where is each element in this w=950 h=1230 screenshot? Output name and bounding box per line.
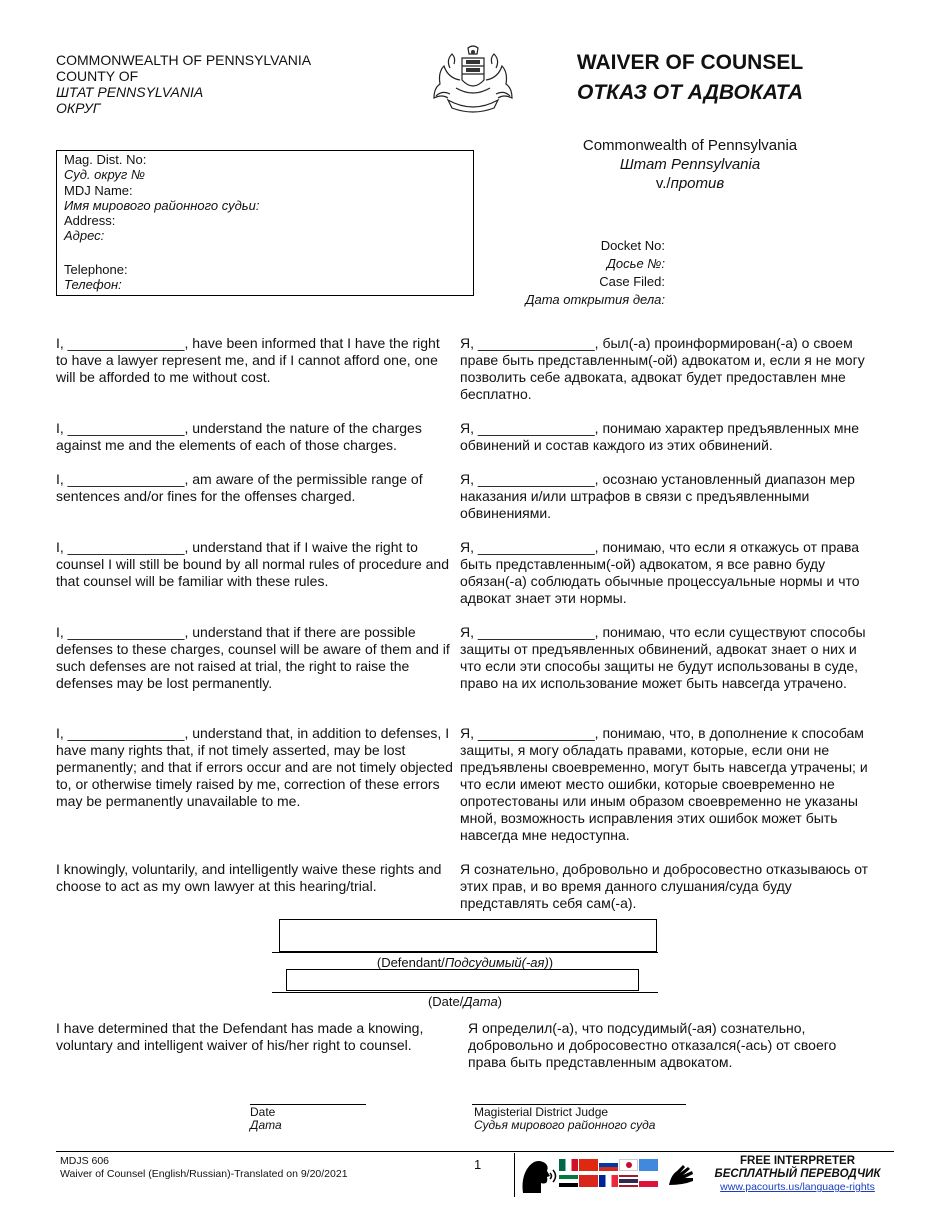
- flag-mexico-icon: [559, 1159, 578, 1171]
- date-field[interactable]: [286, 969, 639, 991]
- commonwealth-label-ru: ШТАТ PENNSYLVANIA: [56, 84, 204, 100]
- defendant-signature-field[interactable]: [279, 919, 657, 952]
- address-label: Address:: [64, 213, 116, 229]
- determination-text: I have determined that the Defendant has made a knowing, voluntary and intelligent waiver of his/her right to counsel.: [56, 1020, 424, 1053]
- form-title: WAIVER OF COUNSEL: [576, 51, 804, 74]
- caption-versus: v./против: [655, 175, 725, 192]
- paragraph-sentences: I, _______________, am aware of the permissible range of sentences and/or fines for the offenses charged.: [56, 471, 423, 504]
- interpreter-label: FREE INTERPRETER: [739, 1155, 855, 1167]
- paragraph-right-to-counsel: I, _______________, have been informed that I have the right to have a lawyer represent me, and if I cannot afford one, one will be afforded to me without cost.: [56, 335, 440, 385]
- caption-commonwealth-ru: Штат Pennsylvania: [619, 156, 761, 173]
- footer-divider: [56, 1151, 894, 1152]
- judge-label: Magisterial District Judge: [474, 1105, 609, 1119]
- judge-date-label: Date: [250, 1105, 276, 1119]
- docket-no-label: Docket No:: [600, 238, 665, 253]
- paragraph-rights-lost: I, _______________, understand that, in addition to defenses, I have many rights that, if not timely asserted, may be lost permanently; and that if errors occur and are not timely objected to, or otherwise timely raised by me, correction of these errors may be permanently unavailable to me.: [56, 725, 453, 809]
- flag-france-icon: [599, 1175, 618, 1187]
- paragraph-nature-of-charges-ru: Я, _______________, понимаю характер предъявленных мне обвинений и состав каждого из этих обвинений.: [460, 420, 860, 453]
- language-rights-link[interactable]: www.pacourts.us/language-rights: [720, 1181, 875, 1193]
- case-filed-label-ru: Дата открытия дела:: [525, 292, 665, 307]
- mdj-name-label: MDJ Name:: [64, 182, 133, 198]
- sign-language-icon: [665, 1159, 701, 1191]
- interpreter-info: [700, 1155, 895, 1194]
- form-number: MDJS 606: [60, 1155, 110, 1167]
- interpreter-label-ru: БЕСПЛАТНЫЙ ПЕРЕВОДЧИК: [714, 1168, 881, 1180]
- defendant-label: (Defendant/Подсудимый(-ая)): [376, 955, 554, 970]
- docket-info: [525, 237, 665, 309]
- telephone-label: Telephone:: [64, 261, 128, 277]
- flag-arabic-icon: [559, 1175, 578, 1187]
- determination-text-ru: Я определил(-а), что подсудимый(-ая) сознательно, добровольно и добросовестно отказался(-ась) от своего права быть представленным адвокатом.: [468, 1020, 837, 1070]
- paragraph-rules-of-procedure-ru: Я, _______________, понимаю, что если я откажусь от права быть представленным(-ой) адвокатом, я все равно буду обязан(-а) соблюдать обычные процессуальные нормы и что адвокат знает эти нормы.: [460, 539, 860, 606]
- paragraph-rules-of-procedure: I, _______________, understand that if I waive the right to counsel I will still be bound by all normal rules of procedure and that counsel will be familiar with these rules.: [56, 539, 449, 589]
- paragraph-defenses-ru: Я, _______________, понимаю, что если существуют способы защиты от предъявленных обвинений, адвокат знает о них и что если эти способы защиты не будут использованы в суде, право на их использование может быть навсегда утрачено.: [460, 624, 866, 691]
- case-caption: [540, 136, 840, 193]
- flag-vietnam-icon: [579, 1175, 598, 1187]
- judge-signature-labels: [474, 1106, 655, 1132]
- judge-label-ru: Судья мирового районного суда: [474, 1118, 656, 1132]
- court-info-box: [56, 150, 474, 296]
- pennsylvania-seal-icon: [430, 44, 516, 116]
- county-label-ru: ОКРУГ: [56, 100, 101, 116]
- speaking-head-icon: [517, 1155, 557, 1195]
- commonwealth-label: COMMONWEALTH OF PENNSYLVANIA: [56, 52, 312, 68]
- date-label: (Date/Дата): [427, 994, 503, 1009]
- form-title-ru: ОТКАЗ ОТ АДВОКАТА: [577, 81, 803, 104]
- paragraph-waiver-ru: Я сознательно, добровольно и добросовестно отказываюсь от этих прав, и во время данного слушания/суда буду представлять себя сам(-а).: [460, 861, 869, 911]
- flag-nepal-icon: [619, 1175, 638, 1187]
- address-label-ru: Адрес:: [64, 228, 105, 244]
- docket-no-label-ru: Досье №:: [606, 256, 665, 271]
- paragraph-nature-of-charges: I, _______________, understand the nature of the charges against me and the elements of each of those charges.: [56, 420, 422, 453]
- paragraph-waiver: I knowingly, voluntarily, and intelligently waive these rights and choose to act as my own lawyer at this hearing/trial.: [56, 861, 442, 894]
- flag-korea-icon: [619, 1159, 638, 1171]
- flag-poland-icon: [639, 1175, 658, 1187]
- caption-commonwealth: Commonwealth of Pennsylvania: [582, 137, 798, 154]
- footer-form-info: [60, 1155, 348, 1181]
- mag-dist-label-ru: Суд. округ №: [64, 167, 145, 183]
- flag-russia-icon: [599, 1159, 618, 1171]
- case-filed-label: Case Filed:: [599, 274, 665, 289]
- judge-date-label-ru: Дата: [250, 1118, 282, 1132]
- county-label: COUNTY OF: [56, 68, 139, 84]
- defendant-signature-line: [272, 952, 658, 953]
- interpreter-banner: [514, 1153, 705, 1197]
- date-line: [272, 992, 658, 993]
- paragraph-defenses: I, _______________, understand that if there are possible defenses to these charges, counsel will be aware of them and if such defenses are not raised at trial, the right to raise the defenses may be lost permanently.: [56, 624, 450, 691]
- judge-date-labels: [250, 1106, 282, 1132]
- page-number: 1: [474, 1157, 482, 1172]
- form-description: Waiver of Counsel (English/Russian)-Translated on 9/20/2021: [60, 1168, 348, 1180]
- flag-somalia-icon: [639, 1159, 658, 1171]
- mag-dist-label: Mag. Dist. No:: [64, 152, 147, 167]
- paragraph-sentences-ru: Я, _______________, осознаю установленный диапазон мер наказания и/или штрафов в связи с предъявленными обвинениями.: [460, 471, 855, 521]
- header-jurisdiction: [56, 52, 311, 116]
- paragraph-rights-lost-ru: Я, _______________, понимаю, что, в дополнение к способам защиты, я могу обладать правами, которые, если они не предъявлены своевременно, могут быть навсегда утрачены; и что если имеют место ошибки, которые своевременно не опротестованы или иным образом своевременно не указаны мной, возможность исправления этих ошибок может быть навсегда мне недоступна.: [460, 725, 868, 843]
- paragraph-right-to-counsel-ru: Я, _______________, был(-а) проинформирован(-а) о своем праве быть представленным(-ой) адвокатом и, если я не могу позволить себе адвоката, адвокат будет предоставлен мне бесплатно.: [460, 335, 865, 402]
- telephone-label-ru: Телефон:: [64, 277, 122, 293]
- mdj-name-label-ru: Имя мирового районного судьи:: [64, 197, 260, 213]
- flag-china-icon: [579, 1159, 598, 1171]
